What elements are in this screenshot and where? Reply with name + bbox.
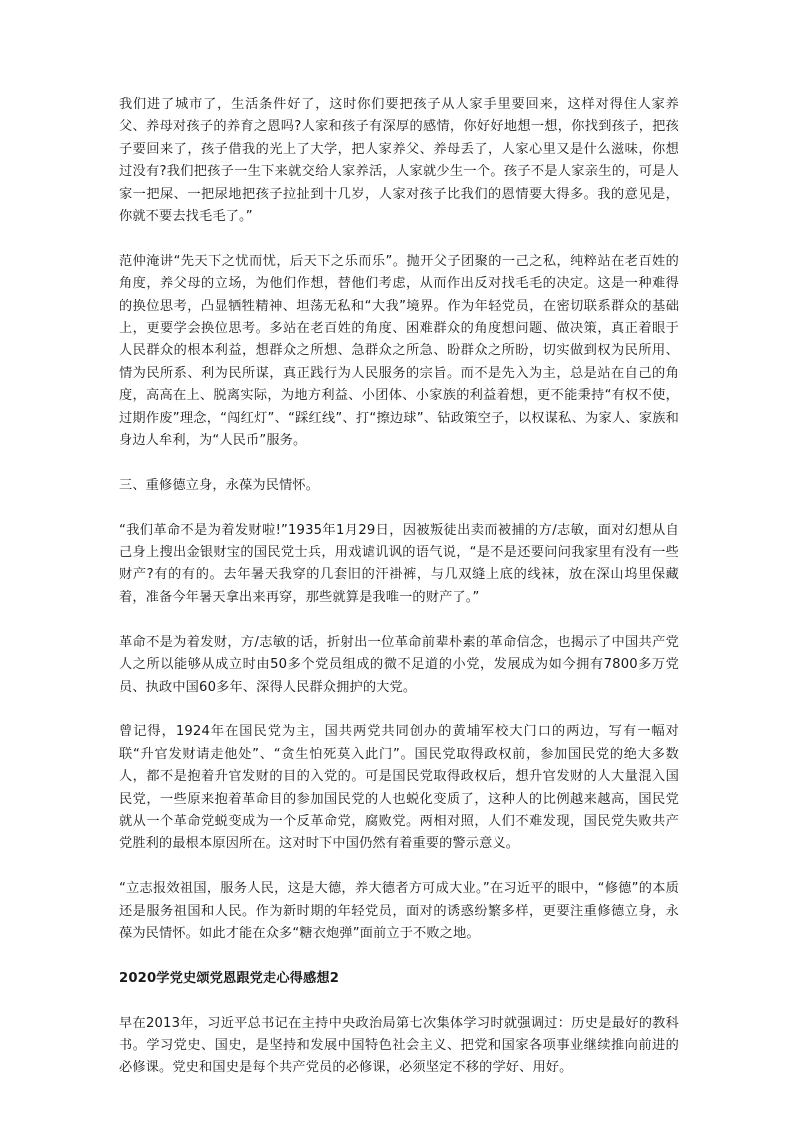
document-page (119, 94, 679, 1102)
paragraph-whampoa: 曾记得，1924年在国民党为主，国共两党共同创办的黄埔军校大门口的两边，写有一幅对联“升官发财请走他处”、“贪生怕死莫入此门”。国民党取得政权前，参加国民党的绝大多数人，都不是抱着升官发财的目的入党的。可是国民党取得政权后，想升官发财的人大量混入国民党，一些原来抱着革命目的参加国民党的人也蜕化变质了，这种人的比例越来越高，国民党就从一个革命党蜕变成为一个反革命党，腐败党。两相对照，人们不难发现，国民党失败共产党胜利的最根本原因所在。这对时下中国仍然有着重要的警示意义。 (119, 724, 679, 852)
section-heading-three: 三、重修德立身，永葆为民情怀。 (119, 477, 320, 493)
paragraph-fang-zhimin-quote: “我们革命不是为着发财啦!”1935年1月29日，因被叛徒出卖而被捕的方/志敏，面对幻想从自己身上搜出金银财宝的国民党士兵，用戏谑讥讽的语气说，“是不是还要问问我家里有没有一些财产?有的有的。去年暑天我穿的几套旧的汗褂裤，与几双缝上底的线袜，放在深山坞里保藏着，准备今年暑天拿出来再穿，那些就算是我唯一的财产了。” (119, 522, 679, 605)
paragraph-empathy: 范仲淹讲“先天下之忧而忧，后天下之乐而乐”。抛开父子团聚的一己之私，纯粹站在老百姓的角度，养父母的立场，为他们作想，替他们考虑，从而作出反对找毛毛的决定。这是一种难得的换位思考，凸显牺牲精神、坦荡无私和“大我”境界。作为年轻党员，在密切联系群众的基础上，更要学会换位思考。多站在老百姓的角度、困难群众的角度想问题、做决策，真正着眼于人民群众的根本利益，想群众之所想、急群众之所急、盼群众之所盼，切实做到权为民所用、情为民所系、利为民所谋，真正践行为人民服务的宗旨。而不是先入为主，总是站在自己的角度，高高在上、脱离实际，为地方利益、小团体、小家族的利益着想，更不能秉持“有权不使，过期作废”理念，“闯红灯”、“踩红线”、打“擦边球”、钻政策空子，以权谋私、为家人、家族和身边人牟利，为“人民币”服务。 (119, 253, 679, 449)
paragraph-adoption-letter: 我们进了城市了，生活条件好了，这时你们要把孩子从人家手里要回来，这样对得住人家养父、养母对孩子的养育之恩吗?人家和孩子有深厚的感情，你好好地想一想，你找到孩子，把孩子要回来了，孩子借我的光上了大学，把人家养父、养母丢了，人家心里又是什么滋味，你想过没有?我们把孩子一生下来就交给人家养活，人家就少生一个。孩子不是人家亲生的，可是人家一把屎、一把尿地把孩子拉扯到十几岁，人家对孩子比我们的恩情要大得多。我的意见是，你就不要去找毛毛了。” (119, 97, 679, 225)
paragraph-revolution-belief: 革命不是为着发财，方/志敏的话，折射出一位革命前辈朴素的革命信念，也揭示了中国共产党人之所以能够从成立时由50多个党员组成的微不足道的小党，发展成为如今拥有7800多万党员、执政中国60多年、深得人民群众拥护的大党。 (119, 634, 679, 695)
paragraph-history-textbook: 早在2013年，习近平总书记在主持中央政治局第七次集体学习时就强调过：历史是最好的教科书。学习党史、国史，是坚持和发展中国特色社会主义、把党和国家各项事业继续推向前进的必修课。党史和国史是每个共产党员的必修课，必须坚定不移的学好、用好。 (119, 1015, 679, 1076)
article-title: 2020学党史颂党恩跟党走心得感想2 (119, 970, 340, 986)
paragraph-moral-virtue: “立志报效祖国，服务人民，这是大德，养大德者方可成大业。”在习近平的眼中，“修德”的本质还是服务祖国和人民。作为新时期的年轻党员，面对的诱惑纷繁多样，更要注重修德立身，永葆为民情怀。如此才能在众多“糖衣炮弹”面前立于不败之地。 (119, 881, 679, 941)
